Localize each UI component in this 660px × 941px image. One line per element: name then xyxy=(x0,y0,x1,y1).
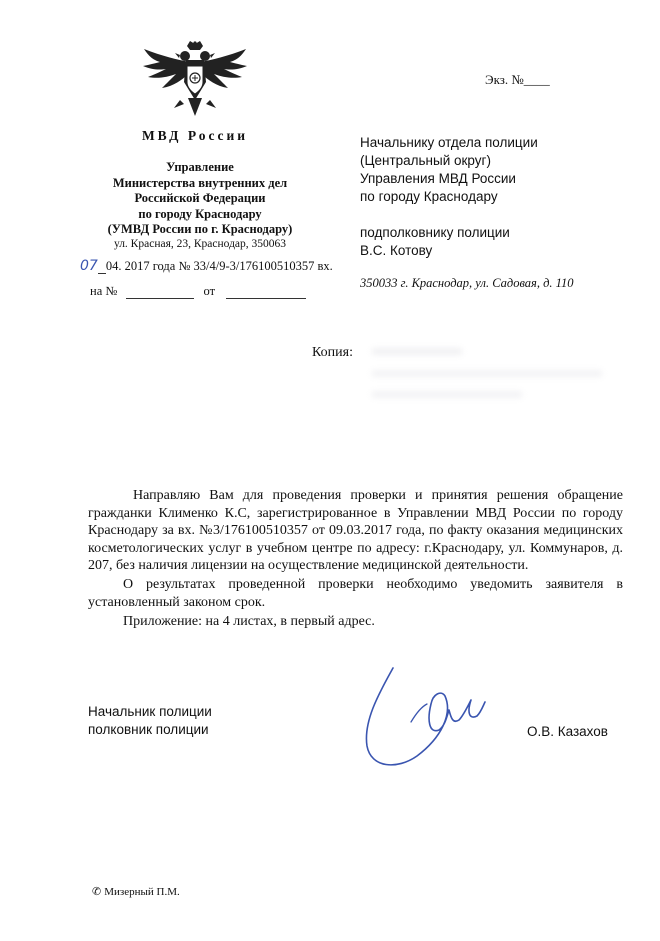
executor-name: Мизерный П.М. xyxy=(104,886,180,898)
recipient-line: Управления МВД России xyxy=(360,171,516,186)
organization-address: ул. Красная, 23, Краснодар, 350063 xyxy=(113,238,287,250)
org-line: Российской Федерации xyxy=(134,191,266,205)
org-line: (УМВД России по г. Краснодару) xyxy=(107,222,293,236)
org-line: Министерства внутренних дел xyxy=(112,175,288,190)
recipient-name: В.С. Котову xyxy=(360,243,433,258)
executor-line xyxy=(92,885,180,898)
outgoing-registration xyxy=(80,258,370,274)
signatory-name: О.В. Казахов xyxy=(527,724,608,739)
org-line: по городу Краснодару xyxy=(138,206,262,221)
outgoing-number: 04. 2017 года № 33/4/9-3/176100510357 вх. xyxy=(105,259,333,273)
copy-label: Копия: xyxy=(312,345,353,360)
redacted-text xyxy=(372,391,522,398)
recipient-line: по городу Краснодару xyxy=(360,189,498,204)
reply-from-label: от xyxy=(203,284,216,298)
organization-name xyxy=(70,160,330,238)
mvd-title: МВД России xyxy=(141,128,249,143)
recipient-block xyxy=(360,134,620,260)
underline xyxy=(98,260,106,274)
copy-number: Экз. №____ xyxy=(485,72,550,87)
mvd-emblem-icon xyxy=(140,40,250,120)
reply-date-line xyxy=(226,285,306,299)
phone-handset-icon: ✆ xyxy=(92,885,102,898)
recipient-rank: подполковнику полиции xyxy=(360,225,510,240)
signatory-title xyxy=(88,703,212,739)
body-paragraph: О результатах проведенной проверки необходимо уведомить заявителя в установленный законом срок. xyxy=(88,577,623,611)
recipient-line: Начальнику отдела полиции xyxy=(360,135,538,150)
signatory-rank: полковник полиции xyxy=(88,722,209,737)
recipient-line: (Центральный округ) xyxy=(360,153,491,168)
handwritten-signature-icon xyxy=(345,660,495,775)
signatory-position: Начальник полиции xyxy=(88,704,212,719)
reply-number-line xyxy=(126,285,194,299)
reply-prefix: на № xyxy=(90,284,118,298)
letter-body xyxy=(88,487,623,632)
redacted-text xyxy=(372,348,462,355)
recipient-address: 350033 г. Краснодар, ул. Садовая, д. 110 xyxy=(360,276,574,290)
body-paragraph: Направляю Вам для проведения проверки и принятия решения обращение гражданки Клименко К.С, зарегистрированное в Управлении МВД России по городу Краснодару за вх. №3/176100510357 от 09.03.2017 года, по факту оказания медицинских косметологических услуг в учебном центре по адресу: г.Краснодару, ул. Коммунаров, д. 207, без наличия лицензии на осуществление медицинской деятельности. xyxy=(88,488,623,574)
redacted-text xyxy=(372,370,602,377)
org-line: Управление xyxy=(166,160,234,174)
reply-reference xyxy=(90,284,350,299)
body-paragraph: Приложение: на 4 листах, в первый адрес. xyxy=(123,614,375,630)
handwritten-day: 07 xyxy=(80,258,98,274)
